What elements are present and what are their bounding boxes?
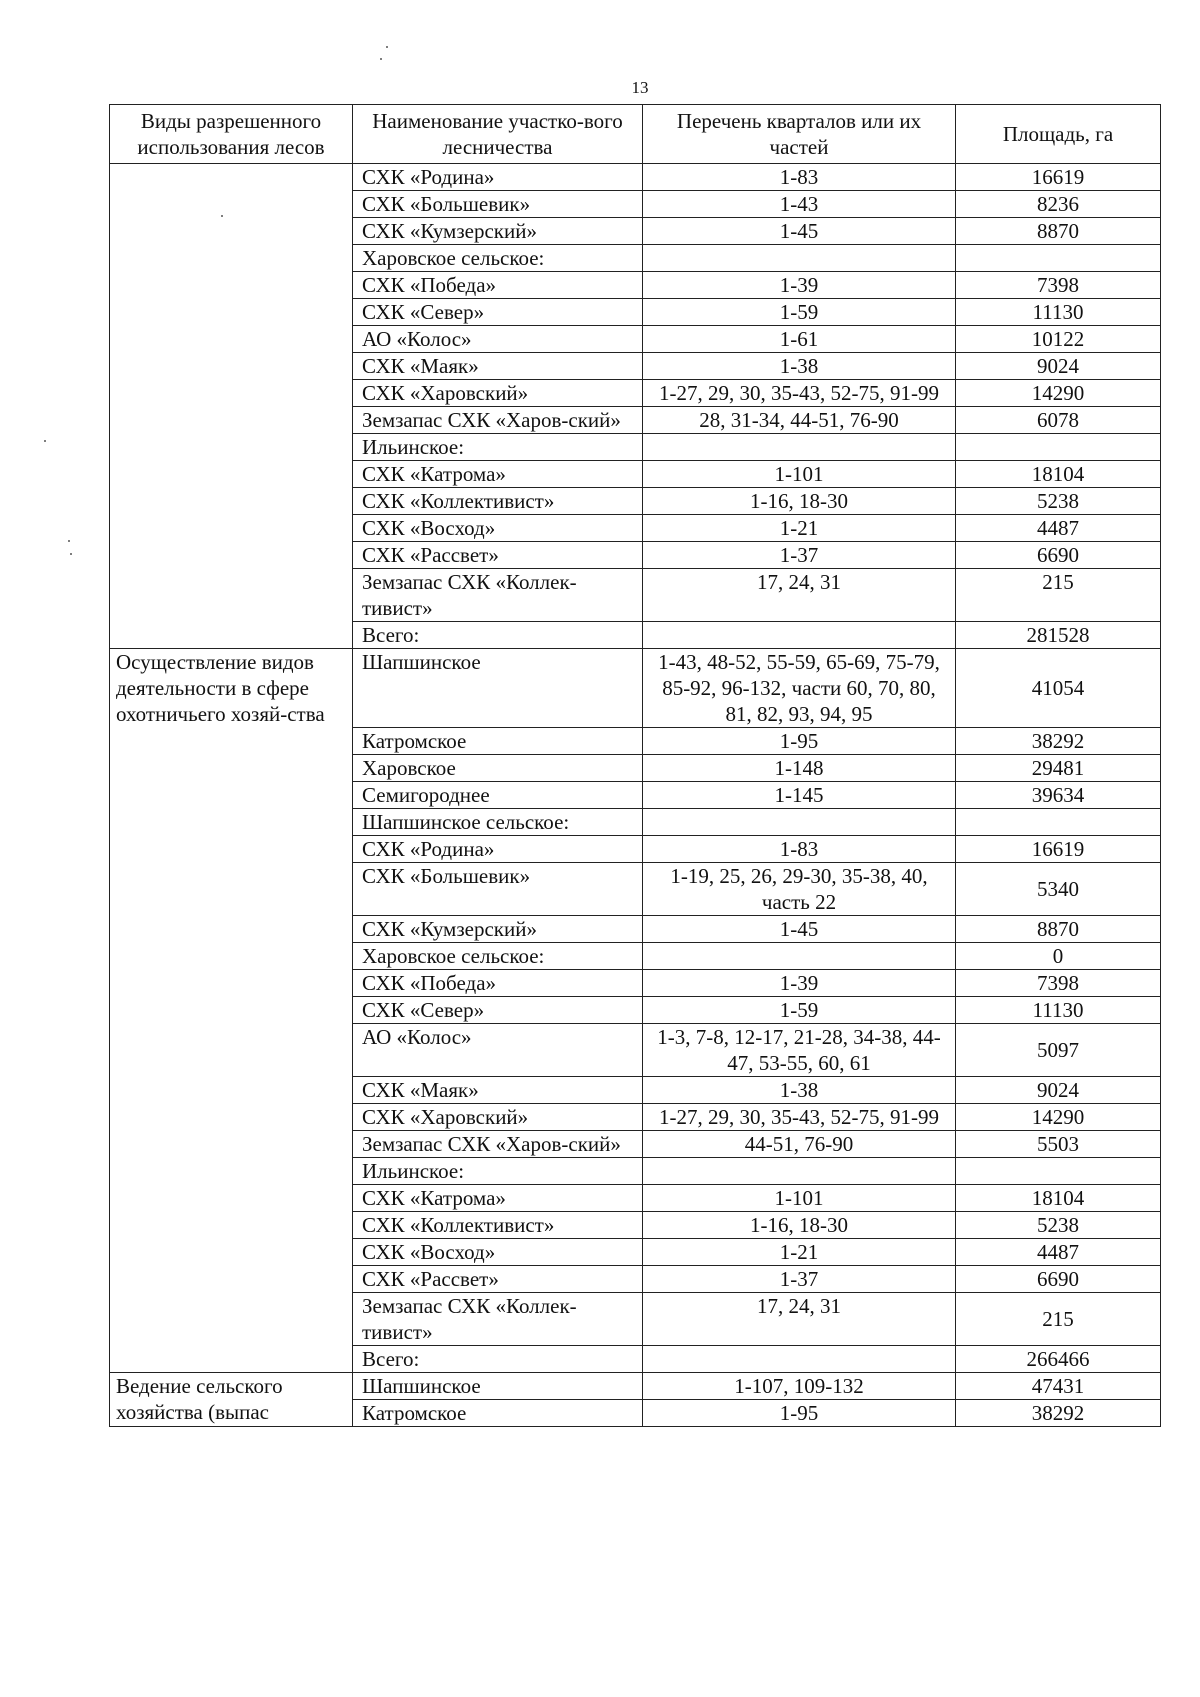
- forestry-name-cell: АО «Колос»: [353, 326, 643, 353]
- quarters-cell: [643, 943, 956, 970]
- area-cell: 4487: [956, 515, 1161, 542]
- quarters-cell: 17, 24, 31: [643, 1293, 956, 1346]
- quarters-cell: 1-39: [643, 970, 956, 997]
- area-cell: 16619: [956, 164, 1161, 191]
- quarters-cell: 1-145: [643, 782, 956, 809]
- forestry-name-cell: Катромское: [353, 728, 643, 755]
- area-cell: [956, 809, 1161, 836]
- forestry-name-cell: Харовское сельское:: [353, 245, 643, 272]
- forestry-name-cell: СХК «Восход»: [353, 1239, 643, 1266]
- area-cell: 14290: [956, 1104, 1161, 1131]
- quarters-cell: 1-61: [643, 326, 956, 353]
- area-cell: 11130: [956, 997, 1161, 1024]
- forestry-name-cell: Ильинское:: [353, 434, 643, 461]
- quarters-cell: 1-16, 18-30: [643, 1212, 956, 1239]
- forestry-name-cell: СХК «Рассвет»: [353, 1266, 643, 1293]
- quarters-cell: [643, 622, 956, 649]
- area-cell: 47431: [956, 1373, 1161, 1400]
- area-cell: 266466: [956, 1346, 1161, 1373]
- forestry-name-cell: Всего:: [353, 1346, 643, 1373]
- quarters-cell: 1-16, 18-30: [643, 488, 956, 515]
- area-cell: [956, 1158, 1161, 1185]
- quarters-cell: [643, 1158, 956, 1185]
- table-header-row: [110, 105, 1161, 164]
- quarters-cell: [643, 245, 956, 272]
- forestry-name-cell: Семигороднее: [353, 782, 643, 809]
- header-forestry-name: Наименование участко-вого лесничества: [353, 105, 643, 164]
- quarters-cell: 1-95: [643, 728, 956, 755]
- forestry-name-cell: СХК «Кумзерский»: [353, 916, 643, 943]
- forestry-name-cell: Земзапас СХК «Харов-ский»: [353, 1131, 643, 1158]
- quarters-cell: 1-95: [643, 1400, 956, 1427]
- forestry-name-cell: СХК «Победа»: [353, 272, 643, 299]
- quarters-cell: 28, 31-34, 44-51, 76-90: [643, 407, 956, 434]
- forestry-name-cell: Ильинское:: [353, 1158, 643, 1185]
- forestry-name-cell: СХК «Родина»: [353, 836, 643, 863]
- area-cell: 9024: [956, 353, 1161, 380]
- area-cell: 8236: [956, 191, 1161, 218]
- forestry-name-cell: СХК «Маяк»: [353, 353, 643, 380]
- quarters-cell: [643, 1346, 956, 1373]
- header-use: Виды разрешенного использования лесов: [110, 105, 353, 164]
- forest-use-type-cell: Ведение сельского хозяйства (выпас: [110, 1373, 353, 1427]
- quarters-cell: 1-38: [643, 353, 956, 380]
- area-cell: 7398: [956, 970, 1161, 997]
- area-cell: 7398: [956, 272, 1161, 299]
- forestry-name-cell: СХК «Кумзерский»: [353, 218, 643, 245]
- table-body: [110, 164, 1161, 1427]
- forestry-name-cell: СХК «Север»: [353, 299, 643, 326]
- area-cell: 18104: [956, 461, 1161, 488]
- scan-speck: [68, 540, 70, 542]
- quarters-cell: 1-101: [643, 461, 956, 488]
- quarters-cell: 1-107, 109-132: [643, 1373, 956, 1400]
- area-cell: 4487: [956, 1239, 1161, 1266]
- forestry-name-cell: СХК «Север»: [353, 997, 643, 1024]
- forestry-name-cell: СХК «Родина»: [353, 164, 643, 191]
- area-cell: 14290: [956, 380, 1161, 407]
- area-cell: 5340: [956, 863, 1161, 916]
- area-cell: 29481: [956, 755, 1161, 782]
- quarters-cell: 1-3, 7-8, 12-17, 21-28, 34-38, 44-47, 53-55, 60, 61: [643, 1024, 956, 1077]
- forestry-name-cell: Шапшинское: [353, 1373, 643, 1400]
- area-cell: 8870: [956, 218, 1161, 245]
- quarters-cell: 1-83: [643, 836, 956, 863]
- quarters-cell: 1-45: [643, 218, 956, 245]
- quarters-cell: 1-45: [643, 916, 956, 943]
- quarters-cell: 1-38: [643, 1077, 956, 1104]
- forestry-name-cell: Шапшинское: [353, 649, 643, 728]
- area-cell: [956, 245, 1161, 272]
- quarters-cell: 1-21: [643, 1239, 956, 1266]
- area-cell: 8870: [956, 916, 1161, 943]
- area-cell: 10122: [956, 326, 1161, 353]
- quarters-cell: 17, 24, 31: [643, 569, 956, 622]
- area-cell: 6690: [956, 1266, 1161, 1293]
- area-cell: 5238: [956, 488, 1161, 515]
- scan-speck: [44, 440, 46, 442]
- forest-use-type-cell: [110, 164, 353, 649]
- forestry-name-cell: Земзапас СХК «Коллек-тивист»: [353, 1293, 643, 1346]
- area-cell: 215: [956, 569, 1161, 622]
- forestry-name-cell: СХК «Восход»: [353, 515, 643, 542]
- scan-speck: [380, 58, 382, 60]
- area-cell: 39634: [956, 782, 1161, 809]
- forestry-name-cell: СХК «Большевик»: [353, 191, 643, 218]
- forestry-name-cell: Харовское: [353, 755, 643, 782]
- forestry-name-cell: СХК «Коллективист»: [353, 1212, 643, 1239]
- area-cell: 6690: [956, 542, 1161, 569]
- quarters-cell: 1-43, 48-52, 55-59, 65-69, 75-79, 85-92, 96-132, части 60, 70, 80, 81, 82, 93, 94, 95: [643, 649, 956, 728]
- forestry-name-cell: СХК «Рассвет»: [353, 542, 643, 569]
- forestry-name-cell: СХК «Харовский»: [353, 1104, 643, 1131]
- table-row: [110, 649, 1161, 728]
- quarters-cell: 1-37: [643, 542, 956, 569]
- area-cell: 5238: [956, 1212, 1161, 1239]
- forestry-name-cell: Земзапас СХК «Харов-ский»: [353, 407, 643, 434]
- quarters-cell: 1-43: [643, 191, 956, 218]
- forest-use-table: [109, 104, 1161, 1427]
- area-cell: 41054: [956, 649, 1161, 728]
- scan-speck: [386, 46, 388, 48]
- quarters-cell: 1-83: [643, 164, 956, 191]
- quarters-cell: 1-27, 29, 30, 35-43, 52-75, 91-99: [643, 380, 956, 407]
- forestry-name-cell: СХК «Харовский»: [353, 380, 643, 407]
- forestry-name-cell: Земзапас СХК «Коллек-тивист»: [353, 569, 643, 622]
- quarters-cell: 1-39: [643, 272, 956, 299]
- forestry-name-cell: СХК «Победа»: [353, 970, 643, 997]
- header-area: Площадь, га: [956, 105, 1161, 164]
- quarters-cell: [643, 809, 956, 836]
- area-cell: 9024: [956, 1077, 1161, 1104]
- quarters-cell: 1-148: [643, 755, 956, 782]
- area-cell: 5503: [956, 1131, 1161, 1158]
- area-cell: 5097: [956, 1024, 1161, 1077]
- forestry-name-cell: Всего:: [353, 622, 643, 649]
- forestry-name-cell: Харовское сельское:: [353, 943, 643, 970]
- quarters-cell: 44-51, 76-90: [643, 1131, 956, 1158]
- forest-use-type-cell: Осуществление видов деятельности в сфере охотничьего хозяй-ства: [110, 649, 353, 1373]
- page-number: 13: [631, 78, 649, 97]
- table-row: [110, 164, 1161, 191]
- quarters-cell: 1-27, 29, 30, 35-43, 52-75, 91-99: [643, 1104, 956, 1131]
- quarters-cell: 1-101: [643, 1185, 956, 1212]
- forestry-name-cell: АО «Колос»: [353, 1024, 643, 1077]
- area-cell: 281528: [956, 622, 1161, 649]
- area-cell: 16619: [956, 836, 1161, 863]
- area-cell: 38292: [956, 728, 1161, 755]
- table-row: [110, 1373, 1161, 1400]
- quarters-cell: 1-59: [643, 997, 956, 1024]
- forestry-name-cell: Шапшинское сельское:: [353, 809, 643, 836]
- quarters-cell: [643, 434, 956, 461]
- quarters-cell: 1-21: [643, 515, 956, 542]
- area-cell: 215: [956, 1293, 1161, 1346]
- area-cell: 6078: [956, 407, 1161, 434]
- forestry-name-cell: СХК «Коллективист»: [353, 488, 643, 515]
- quarters-cell: 1-37: [643, 1266, 956, 1293]
- area-cell: 18104: [956, 1185, 1161, 1212]
- quarters-cell: 1-59: [643, 299, 956, 326]
- area-cell: 0: [956, 943, 1161, 970]
- forestry-name-cell: СХК «Катрома»: [353, 1185, 643, 1212]
- header-quarters: Перечень кварталов или их частей: [643, 105, 956, 164]
- forestry-name-cell: Катромское: [353, 1400, 643, 1427]
- forestry-name-cell: СХК «Большевик»: [353, 863, 643, 916]
- forestry-name-cell: СХК «Катрома»: [353, 461, 643, 488]
- area-cell: 11130: [956, 299, 1161, 326]
- scan-speck: [70, 553, 72, 555]
- forestry-name-cell: СХК «Маяк»: [353, 1077, 643, 1104]
- area-cell: 38292: [956, 1400, 1161, 1427]
- area-cell: [956, 434, 1161, 461]
- quarters-cell: 1-19, 25, 26, 29-30, 35-38, 40, часть 22: [643, 863, 956, 916]
